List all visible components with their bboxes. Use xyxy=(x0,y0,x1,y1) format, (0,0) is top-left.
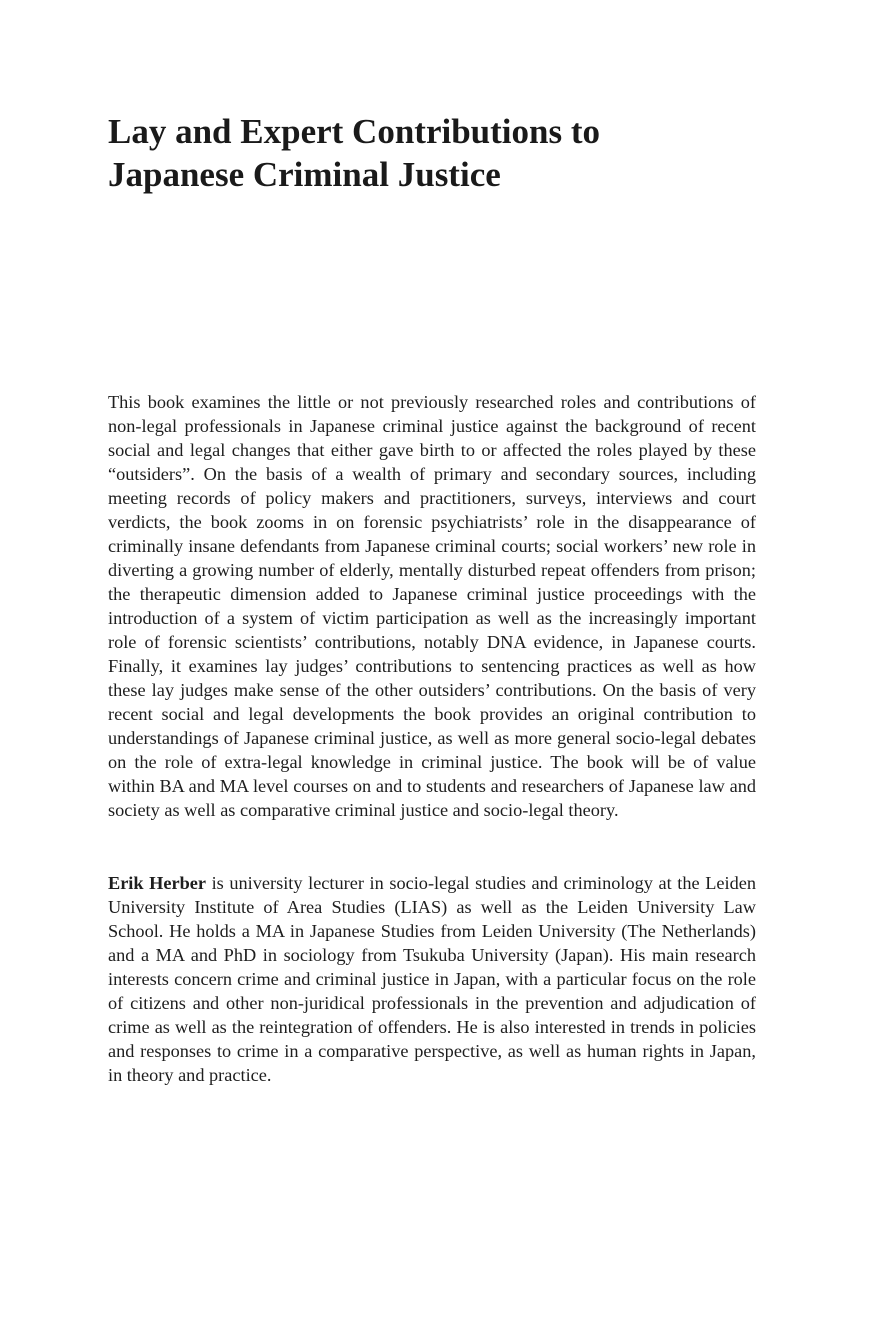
book-title xyxy=(108,110,768,196)
author-bio-text: is university lecturer in socio-legal studies and criminology at the Leiden University Institute of Area Studies (LIAS) as well as the Leiden University Law School. He holds a MA in Japanese Studies from Leiden University (The Netherlands) and a MA and PhD in sociology from Tsukuba University (Japan). His main research interests concern crime and criminal justice in Japan, with a particular focus on the role of citizens and other non-juridical professionals in the prevention and adjudication of crime as well as the reintegration of offenders. He is also interested in trends in policies and responses to crime in a comparative perspective, as well as human rights in Japan, in theory and practice. xyxy=(108,873,756,1085)
book-description: This book examines the little or not previously researched roles and contributions of non-legal professionals in Japanese criminal justice against the background of recent social and legal changes that either gave birth to or affected the roles played by these “outsiders”. On the basis of a wealth of primary and secondary sources, including meeting records of policy makers and practitioners, surveys, interviews and court verdicts, the book zooms in on forensic psychiatrists’ role in the disappearance of criminally insane defendants from Japanese criminal courts; social workers’ new role in diverting a growing number of elderly, mentally disturbed repeat offenders from prison; the therapeutic dimension added to Japanese criminal justice proceedings with the introduction of a system of victim participation as well as the increasingly important role of forensic scientists’ contributions, notably DNA evidence, in Japanese courts. Finally, it examines lay judges’ contributions to sentencing practices as well as how these lay judges make sense of the other outsiders’ contributions. On the basis of very recent social and legal developments the book provides an original contribution to understandings of Japanese criminal justice, as well as more general socio-legal debates on the role of extra-legal knowledge in criminal justice. The book will be of value within BA and MA level courses on and to students and researchers of Japanese law and society as well as comparative criminal justice and socio-legal theory. xyxy=(108,392,756,820)
book-title-line-1: Lay and Expert Contributions to xyxy=(108,112,601,151)
book-title-line-2: Japanese Criminal Justice xyxy=(108,155,501,194)
author-name: Erik Herber xyxy=(108,873,206,893)
author-bio xyxy=(108,871,756,1087)
